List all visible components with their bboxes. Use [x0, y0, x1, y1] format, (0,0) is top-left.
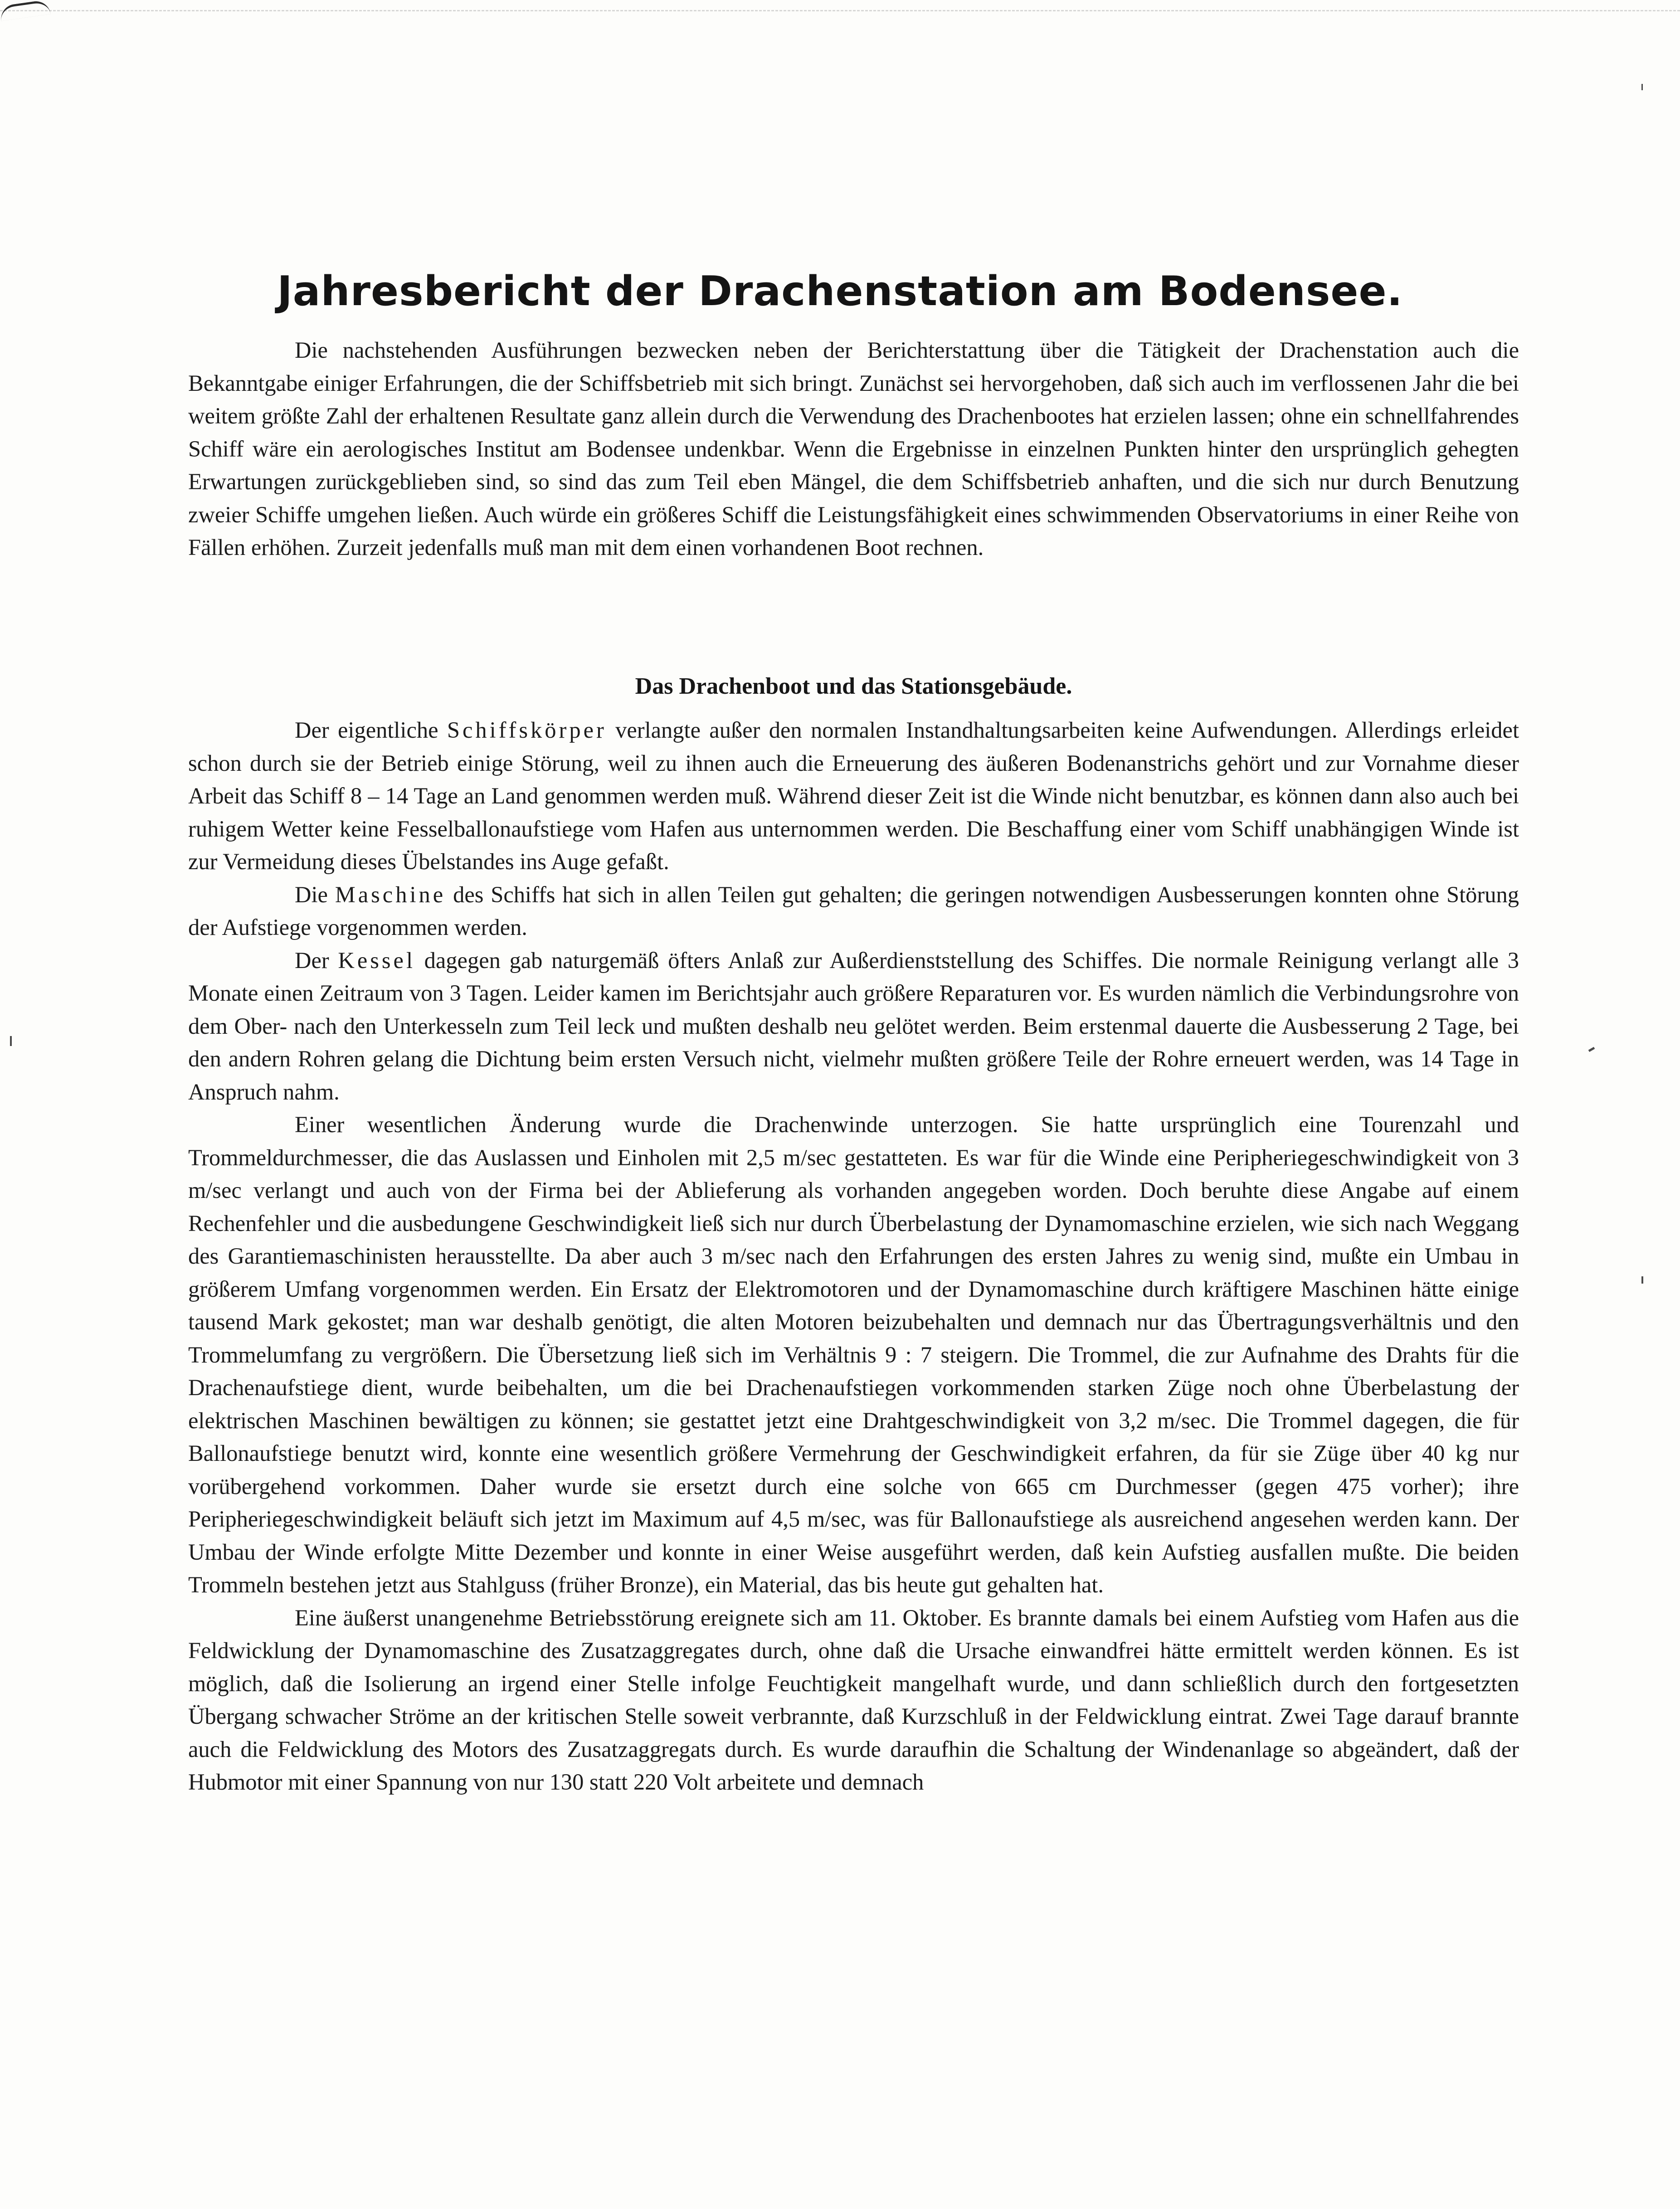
scan-speck: [10, 1036, 12, 1046]
paragraph-maschine: [188, 878, 1519, 944]
spaced-term: Maschine: [335, 881, 446, 907]
intro-paragraph: Die nachstehenden Ausführungen bezwecken neben der Berichterstattung über die Tätigkeit der Drachenstation auch die Bekanntgabe einiger Erfahrungen, die der Schiffsbetrieb mit sich bringt. Zunächst sei hervorgehoben, daß sich auch im verflossenen Jahr die bei weitem größte Zahl der erhaltenen Resultate ganz allein durch die Verwendung des Drachenbootes hat erzielen lassen; ohne ein schnellfahrendes Schiff wäre ein aerologisches Institut am Bodensee undenkbar. Wenn die Ergebnisse in einzelnen Punkten hinter den ursprünglich gehegten Erwartungen zurückgeblieben sind, so sind das zum Teil eben Mängel, die dem Schiffsbetrieb anhaften, und die sich nur durch Benutzung zweier Schiffe umgehen ließen. Auch würde ein größeres Schiff die Leistungsfähigkeit eines schwimmenden Observatoriums in einer Reihe von Fällen erhöhen. Zurzeit jedenfalls muß man mit dem einen vorhandenen Boot rechnen.: [188, 337, 1519, 560]
scan-corner-mark: [0, 0, 51, 21]
report-title: Jahresbericht der Drachenstation am Bodensee.: [277, 268, 1403, 315]
paragraph-text: verlangte außer den normalen Instandhaltungsarbeiten keine Aufwendungen. Allerdings erleidet schon durch sie der Betrieb einige Störung, weil zu ihnen auch die Erneuerung des äußeren Bodenanstrichs gehört und zur Vornahme dieser Arbeit das Schiff 8 – 14 Tage an Land genommen werden muß. Während dieser Zeit ist die Winde nicht benutzbar, es können dann also auch bei ruhigem Wetter keine Fesselballonaufstiege vom Hafen aus unternommen werden. Die Beschaffung einer vom Schiff unabhängigen Winde ist zur Vermeidung dieses Übelstandes ins Auge gefaßt.: [188, 717, 1519, 874]
paragraph-text: dagegen gab naturgemäß öfters Anlaß zur Außerdienststellung des Schiffes. Die normale Reinigung verlangt alle 3 Monate einen Zeitraum von 3 Tagen. Leider kamen im Berichtsjahr auch größere Reparaturen vor. Es wurden nämlich die Verbindungsrohre von dem Ober- nach den Unterkesseln zum Teil leck und mußten deshalb neu gelötet werden. Beim erstenmal dauerte die Ausbesserung 2 Tage, bei den andern Rohren gelang die Dichtung beim ersten Versuch nicht, vielmehr mußten größere Teile der Rohre erneuert werden, was 14 Tage in Anspruch nahm.: [188, 947, 1519, 1104]
intro-block: [188, 334, 1519, 564]
scan-speck: [1641, 84, 1643, 90]
scan-top-edge: [0, 10, 1680, 11]
paragraph-drachenwinde: Einer wesentlichen Änderung wurde die Drachenwinde unterzogen. Sie hatte ursprünglich eine Tourenzahl und Trommeldurchmesser, die das Auslassen und Einholen mit 2,5 m/sec gestatteten. Es war für die Winde eine Peripheriegeschwindigkeit von 3 m/sec verlangt und auch von der Firma bei der Ablieferung als vorhanden angegeben worden. Doch beruhte diese Angabe auf einem Rechenfehler und die ausbedungene Geschwindigkeit ließ sich nur durch Überbelastung der Dynamomaschine erzielen, wie sich nach Weggang des Garantiemaschinisten herausstellte. Da aber auch 3 m/sec nach den Erfahrungen des ersten Jahres zu wenig sind, mußte ein Umbau in größerem Umfang vorgenommen werden. Ein Ersatz der Elektromotoren und der Dynamomaschine durch kräftigere Maschinen hätte einige tausend Mark gekostet; man war deshalb genötigt, die alten Motoren beizubehalten und demnach nur das Übertragungsverhältnis und den Trommelumfang zu vergrößern. Die Übersetzung ließ sich im Verhältnis 9 : 7 steigern. Die Trommel, die zur Aufnahme des Drahts für die Drachenaufstiege dient, wurde beibehalten, um die bei Drachenaufstiegen vorkommenden starken Züge noch ohne Überbelastung der elektrischen Maschinen bewältigen zu können; sie gestattet jetzt eine Drahtgeschwindigkeit von 3,2 m/sec. Die Trommel dagegen, die für Ballonaufstiege benutzt wird, konnte eine wesentlich größere Vermehrung der Geschwindigkeit erfahren, da für sie Züge über 40 kg nur vorübergehend vorkommen. Daher wurde sie ersetzt durch eine solche von 665 cm Durchmesser (gegen 475 vorher); ihre Peripheriegeschwindigkeit beläuft sich jetzt im Maximum auf 4,5 m/sec, was für Ballonaufstiege als ausreichend angesehen werden kann. Der Umbau der Winde erfolgte Mitte Dezember und konnte in einer Weise ausgeführt werden, daß kein Aufstieg ausfallen mußte. Die beiden Trommeln bestehen jetzt aus Stahlguss (früher Bronze), ein Material, das bis heute gut gehalten hat.: [188, 1112, 1519, 1597]
section-block: [188, 670, 1519, 703]
body-block: [188, 714, 1519, 1799]
paragraph-text: Der: [295, 947, 338, 973]
paragraph-kessel: [188, 944, 1519, 1109]
section-heading: Das Drachenboot und das Stationsgebäude.: [635, 673, 1072, 699]
paragraph-text: Die: [295, 881, 335, 907]
scan-speck: [1641, 1276, 1643, 1284]
paragraph-text: des Schiffs hat sich in allen Teilen gut gehalten; die geringen notwendigen Ausbesserungen konnten ohne Störung der Aufstiege vorgenommen werden.: [188, 881, 1519, 940]
scan-speck: [1588, 1047, 1595, 1052]
spaced-term: Schiffskörper: [447, 717, 607, 743]
paragraph-schiffskoerper: [188, 714, 1519, 878]
paragraph-betriebsstoerung: Eine äußerst unangenehme Betriebsstörung ereignete sich am 11. Oktober. Es brannte damals bei einem Aufstieg vom Hafen aus die Feldwicklung der Dynamomaschine des Zusatzaggregates durch, ohne daß die Ursache einwandfrei hätte ermittelt werden können. Es ist möglich, daß die Isolierung an irgend einer Stelle infolge Feuchtigkeit mangelhaft wurde, und dann schließlich durch den fortgesetzten Übergang schwacher Ströme an der kritischen Stelle soweit verbrannte, daß Kurzschluß in der Feldwicklung eintrat. Zwei Tage darauf brannte auch die Feldwicklung des Motors des Zusatzaggregats durch. Es wurde daraufhin die Schaltung der Windenanlage so abgeändert, daß der Hubmotor mit einer Spannung von nur 130 statt 220 Volt arbeitete und demnach: [188, 1605, 1519, 1795]
spaced-term: Kessel: [338, 947, 415, 973]
paragraph-text: Der eigentliche: [295, 717, 447, 743]
